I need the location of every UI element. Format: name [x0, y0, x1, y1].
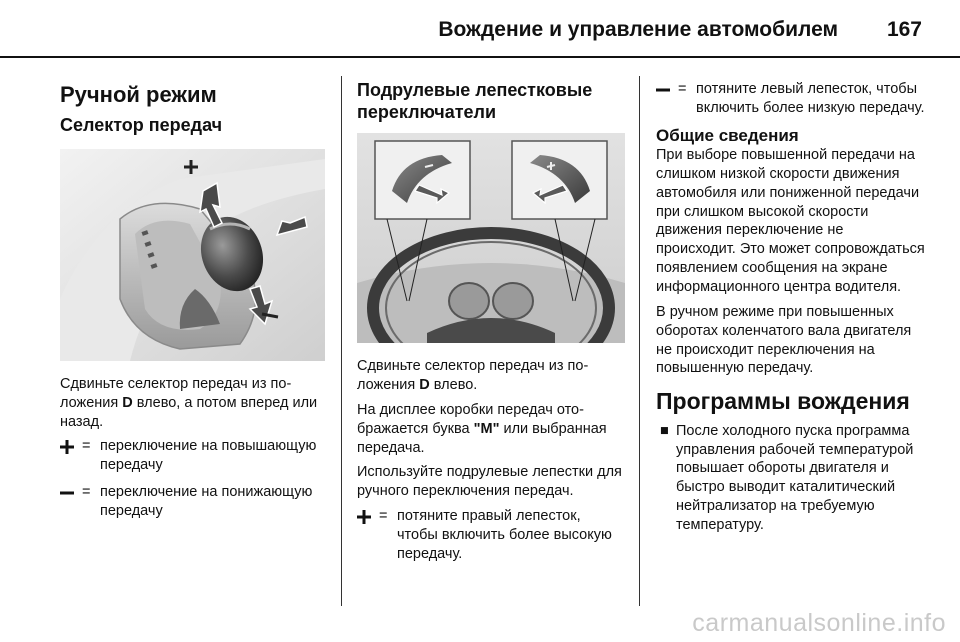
- gear-selector-illustration: [60, 149, 325, 361]
- paddle-paragraph-1: Сдвиньте селектор передач из положения D влево.: [357, 358, 589, 394]
- general-paragraph-1: При выборе повышенной передачи на слишком низкой скорости движения автомобиля или пониженной передачи при слишком высокой скорости движения переключение не происходит. Это может сопровождаться появлением сообщения на экране информационного центра водителя.: [656, 147, 925, 295]
- column-2: [357, 70, 625, 572]
- list-item: ■ После холодного пуска программа управления рабочей температурой повышает обороты двигателя и быстро выводит каталитический нейтрализатор на требуемую температуру.: [656, 422, 926, 535]
- header-title: Вождение и управление автомобилем: [438, 18, 838, 41]
- position-d: D: [122, 394, 133, 411]
- watermark: carmanualsonline.info: [692, 609, 946, 637]
- column-divider-2: [639, 76, 640, 606]
- definition-left-paddle: = потяните левый лепесток, чтобы включить более низкую передачу.: [656, 80, 926, 118]
- definition-downshift: = переключение на понижающую передачу: [60, 483, 325, 521]
- column-3: [656, 70, 926, 535]
- column-1: [60, 70, 325, 529]
- subheading-general: Общие сведения: [656, 125, 799, 145]
- minus-icon: [656, 80, 678, 118]
- general-paragraph-2: В ручном режиме при повышенных оборотах коленчатого вала двигателя не происходит переключения на повышенную передачу.: [656, 303, 912, 377]
- header-rule: [0, 56, 960, 58]
- paddle-paragraph-3: Используйте подрулевые лепестки для ручного переключения передач.: [357, 464, 622, 500]
- subheading-gear-selector: Селектор передач: [60, 115, 223, 136]
- steering-wheel-paddles-illustration: [357, 133, 625, 343]
- minus-icon: [60, 483, 82, 521]
- page-header: [0, 0, 960, 58]
- plus-icon: [60, 437, 82, 475]
- section-heading-driving-programs: Программы вождения: [656, 388, 910, 415]
- paddle-paragraph-2: На дисплее коробки передач отображается буква "M" или выбранная передача.: [357, 401, 607, 456]
- instruction-paragraph: Сдвиньте селектор передач из положения D влево, а потом вперед или назад.: [60, 375, 318, 430]
- page-number: 167: [886, 18, 922, 41]
- bullet-square-icon: ■: [660, 422, 669, 439]
- definition-upshift: = переключение на повышающую передачу: [60, 437, 325, 475]
- column-divider-1: [341, 76, 342, 606]
- definition-right-paddle: = потяните правый лепесток, чтобы включить более высокую передачу.: [357, 507, 625, 564]
- plus-icon: [357, 507, 379, 564]
- section-heading-paddles: Подрулевые лепестковые переключатели: [357, 80, 593, 122]
- section-heading-manual-mode: Ручной режим: [60, 82, 217, 107]
